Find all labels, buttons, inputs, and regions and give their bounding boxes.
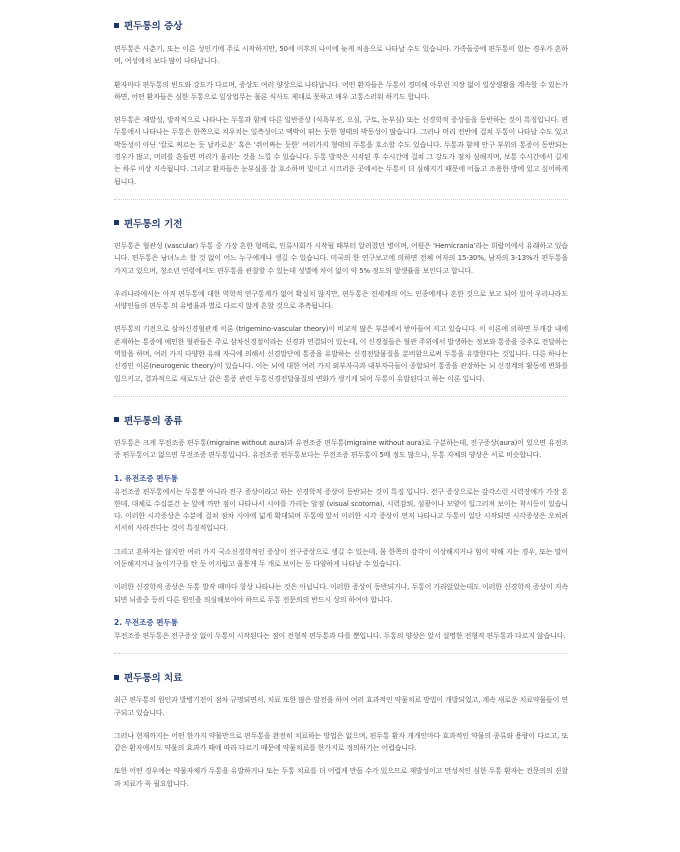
- section-title: 편두통의 치료: [124, 673, 183, 685]
- section-treatment: [114, 670, 568, 790]
- section-title: 편두통의 기전: [124, 218, 183, 230]
- square-bullet-icon: [114, 220, 119, 225]
- square-bullet-icon: [114, 675, 119, 680]
- section-heading: [114, 216, 568, 230]
- paragraph: 편두통은 사춘기, 또는 이른 성인기에 주로 시작하지만, 50세 이후의 나이에 늦게 처음으로 나타날 수도 있습니다. 가족들중에 편두통이 있는 경우가 흔하며, 여성에서 보다 많이 나타납니다.: [114, 45, 568, 66]
- section-heading: [114, 670, 568, 684]
- paragraph: 편두통은 혈관성 (vascular) 두통 중 가장 흔한 형태로, 인류사회가 시작될 때부터 알려졌던 병이며, 어원은 ‘Hemicrania’라는 희랍어에서 유래하고 있습니다. 편두통은 남녀노소 할 것 없이 어느 누구에게나 생길 수 있습니다. 미국의 한 연구보고에 의하면 전체 여자의 15-30%, 남자의 3-13%가 편두통을 가지고 있으며, 청소년 연령에서도 편두통을 관찰할 수 있는데 성별에 차이 없이 약 5% 정도의 발생률을 보인다고 합니다.: [114, 241, 568, 275]
- section-title: 편두통의 종류: [124, 415, 183, 427]
- section-heading: [114, 413, 568, 427]
- paragraph: 또한 어떤 경우에는 약물자체가 두통을 유발하거나 또는 두통 치료를 더 어렵게 만들 수가 있으므로 재발성이고 만성적인 심한 두통 환자는 전문의의 진찰과 치료가 꼭 필요합니다.: [114, 767, 568, 788]
- paragraph: 편두통의 기전으로 삼차신경혈관계 이론 (trigemino-vascular theory)이 비교적 많은 부분에서 받아들여 지고 있습니다. 이 이론에 의하면 두개강 내에 존재하는 통증에 예민한 혈관들은 주로 삼차신경절이라는 신경과 연결되어 있는데, 이 신경절들은 혈관 주위에서 발생하는 정보와 통증을 중추로 전달하는 역할을 하며, 여러 가지 다양한 유해 자극에 의해서 신경말단에 통증을 유발하는 신경전달물질을 분비함으로써 두통을 유발한다는 것입니다. 다른 하나는 신경인 이론(neurogenic theory)이 있습니다. 이는 뇌에 대한 여러 가지 외부자극과 내부자극들이 종합되어 통증을 관장하는 뇌 신경계의 활동에 변화를 일으키고, 결과적으로 새로도난 같은 통증 관련 두통신경전달물질의 변화가 생기게 되어 두통이 유발된다고 하는 이론 입니다.: [114, 325, 568, 383]
- paragraph: 이러한 신경학적 증상은 두통 발작 때마다 항상 나타나는 것은 아닙니다. 이러한 증상이 동반되거나, 두통이 가라앉았는데도 이러한 신경학적 증상이 지속되면 뇌졸중 등의 다른 원인을 의심해보아야 하므로 두통 전문의의 반드시 상의 하여야 합니다.: [114, 583, 568, 604]
- paragraph: 최근 편두통의 원인과 발병기전이 점차 규명되면서, 치료 또한 많은 발전을 하여 여러 효과적인 약물치료 방법이 개발되었고, 계속 새로운 치료약물들이 연구되고 있습니다.: [114, 696, 568, 717]
- paragraph: 편두통은 재발성, 발작적으로 나타나는 두통과 함께 다른 일반증상 (식욕부진, 오심, 구토, 눈부심) 또는 신경학적 증상들을 동반하는 것이 특징입니다. 편두통에서 나타나는 두통은 한쪽으로 치우치는 일측성이고 맥박이 뛰는 듯한 형태의 박동성이 많습니다. 그러나 머리 전반에 걸쳐 두통이 나타날 수도 있고 박동성이 아닌 ‘칼로 찌르는 듯 날카로운’ 혹은 ‘쥐어짜는 듯한’ 여러가지 형태의 두통을 호소할 수도 있습니다. 두통과 함께 안구 부위의 통증이 동반되는 경우가 많고, 머리를 흔들면 머리가 울리는 것을 느낄 수 있습니다. 두통 발작은 시작된 후 수시간에 걸쳐 그 강도가 점차 심해지며, 보통 수시간에서 길게는 하루 이상 지속됩니다. 그리고 환자들은 눈부심을 잘 호소하며 빛이고 시끄러운 곳에서는 두통이 더 심해지기 때문에 어둡고 조용한 방에 있고 싶어하게 됩니다.: [114, 116, 568, 186]
- paragraph: 편두통은 크게 무전조증 편두통(migraine without aura)과 유전조증 편두통(migraine without aura)로 구분하는데, 전구증상(aura)이 있으면 유전조증 편두통이고 없으면 무전조증 편두통입니다. 유전조증 편두통보다는 무전조증 편두통이 5배 정도 많으나, 두통 자체의 양상은 서로 비슷합니다.: [114, 438, 568, 460]
- square-bullet-icon: [114, 23, 119, 28]
- section-divider: [114, 653, 568, 654]
- section-types: [114, 413, 568, 642]
- section-mechanism: [114, 216, 568, 385]
- subsection-title: 1. 유전조증 편두통: [114, 473, 179, 483]
- section-heading: [114, 18, 568, 32]
- section-divider: [114, 199, 568, 200]
- section-title: 편두통의 증상: [124, 21, 183, 32]
- paragraph: 무전조증 편두통은 전구증상 없이 두통이 시작된다는 점이 전형적 편두통과 다를 뿐입니다. 두통의 양상은 앞서 설명한 전형적 편두통과 다르지 않습니다.: [114, 631, 566, 640]
- paragraph: 우리나라에서는 아직 편두통에 대한 역학적 연구통계가 없어 확실치 않지만, 편두통은 전세계의 어느 인종에게나 흔한 것으로 보고 되어 있어 우리나라도 서양인들의 편두통 의 유병율과 별로 다르지 않게 흔할 것으로 추측됩니다.: [114, 289, 568, 311]
- square-bullet-icon: [114, 417, 119, 422]
- subsection-title: 2. 무전조증 편두통: [114, 617, 179, 627]
- paragraph: 환자마다 편두통의 빈도와 강도가 다르며, 증상도 여러 양상으로 나타납니다. 어떤 환자들은 두통이 경미해 아무런 지장 없이 일상생활을 계속할 수 있는가 하면, 어떤 환자들은 심한 두통으로 일상업무는 물론 식사도 제대로 못하고 매우 고통스러워 하기도 합니다.: [114, 80, 568, 101]
- paragraph: 그리고 흔하지는 않지만 여러 가지 국소신경학적인 증상이 전구증상으로 생길 수 있는데, 몸 한쪽의 감각이 이상해지거나 힘이 약해 지는 경우, 또는 말이 어둔해지거나 놀이기구를 탄 듯 어지럽고 울퉁게 두 개로 보이는 등 다양하게 나타날 수 있습니다.: [114, 547, 568, 569]
- paragraph: 유전조증 편두통에서는 두통뿐 아니라 전구 증상이라고 하는 신경학적 증상이 동반되는 것이 특징 입니다. 전구 증상으로는 감각스런 시력장애가 가장 흔한데, 대체로 수십분간 눈 앞에 까만 점이 나타나서 시야를 가리는 암점 (visual scotoma), 시력감퇴, 섬광이나 모양이 일그러져 보이는 착시등이 있습니다. 이러한 시각증상은 수분에 걸쳐 점차 시야에 넓게 확대되며 두통에 앞서 이러한 시각 증상이 먼저 나타나고 두통이 일단 시작되면 시각증상은 오히려 서서히 사라진다는 것이 특징적입니다.: [114, 487, 568, 533]
- paragraph: 그러나 현재까지는 어떤 한가지 약물만으로 편두통을 완전히 치료하는 방법은 없으며, 편두통 환자 개개인마다 효과적인 약물의 종류와 용량이 다르고, 또 같은 환자에서도 약물의 효과가 때에 따라 다르기 때문에 약물치료를 한가지로 정의하기는 어렵습니다.: [114, 731, 568, 753]
- section-divider: [114, 396, 568, 397]
- section-symptoms: [114, 18, 568, 188]
